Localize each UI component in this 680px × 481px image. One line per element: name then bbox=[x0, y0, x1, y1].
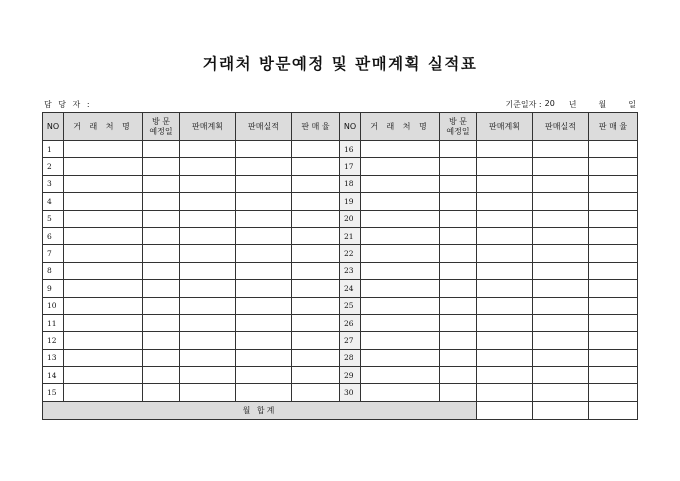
row-number: 26 bbox=[340, 314, 361, 331]
sales-plan-cell[interactable] bbox=[477, 314, 533, 331]
sales-actual-cell[interactable] bbox=[533, 297, 589, 314]
sales-plan-cell[interactable] bbox=[180, 349, 236, 366]
visit-date-cell[interactable] bbox=[143, 349, 180, 366]
table-row bbox=[43, 210, 638, 227]
sales-actual-cell[interactable] bbox=[236, 227, 292, 244]
visit-date-cell[interactable] bbox=[143, 158, 180, 175]
row-number: 16 bbox=[340, 141, 361, 158]
sales-rate-cell[interactable] bbox=[589, 280, 638, 297]
sales-plan-cell[interactable] bbox=[180, 367, 236, 384]
table-body bbox=[43, 141, 638, 402]
sales-rate-cell[interactable] bbox=[589, 314, 638, 331]
header-sales-plan: 판매계획 bbox=[477, 113, 533, 141]
header-visit-date-line1: 방 문 bbox=[152, 116, 170, 126]
row-number: 30 bbox=[340, 384, 361, 401]
sales-rate-cell[interactable] bbox=[589, 367, 638, 384]
sales-actual-cell[interactable] bbox=[236, 297, 292, 314]
sales-actual-cell[interactable] bbox=[533, 227, 589, 244]
client-name-cell[interactable] bbox=[64, 314, 143, 331]
client-name-cell[interactable] bbox=[361, 384, 440, 401]
sales-rate-cell[interactable] bbox=[589, 332, 638, 349]
sales-rate-cell[interactable] bbox=[292, 367, 340, 384]
sales-plan-cell[interactable] bbox=[180, 332, 236, 349]
sales-rate-cell[interactable] bbox=[589, 193, 638, 210]
client-name-cell[interactable] bbox=[64, 245, 143, 262]
visit-sales-table bbox=[42, 112, 638, 420]
visit-date-cell[interactable] bbox=[440, 314, 477, 331]
sales-actual-cell[interactable] bbox=[533, 349, 589, 366]
manager-label: 담 당 자 : bbox=[44, 100, 92, 109]
sales-actual-cell[interactable] bbox=[533, 332, 589, 349]
row-number: 18 bbox=[340, 175, 361, 192]
sales-rate-cell[interactable] bbox=[589, 384, 638, 401]
header-visit-date bbox=[143, 113, 180, 141]
header-visit-date-line2: 예정일 bbox=[446, 126, 470, 136]
sales-actual-cell[interactable] bbox=[236, 349, 292, 366]
header-visit-date-line1: 방 문 bbox=[449, 116, 467, 126]
visit-date-cell[interactable] bbox=[440, 193, 477, 210]
sales-rate-cell[interactable] bbox=[589, 227, 638, 244]
row-number: 4 bbox=[43, 193, 64, 210]
visit-date-cell[interactable] bbox=[440, 332, 477, 349]
sales-actual-cell[interactable] bbox=[236, 280, 292, 297]
sales-actual-cell[interactable] bbox=[533, 175, 589, 192]
client-name-cell[interactable] bbox=[64, 141, 143, 158]
row-number: 10 bbox=[43, 297, 64, 314]
visit-date-cell[interactable] bbox=[440, 227, 477, 244]
sales-plan-cell[interactable] bbox=[180, 158, 236, 175]
visit-date-cell[interactable] bbox=[440, 280, 477, 297]
total-sales-actual-cell[interactable] bbox=[533, 401, 589, 419]
sales-plan-cell[interactable] bbox=[477, 262, 533, 279]
sales-plan-cell[interactable] bbox=[477, 245, 533, 262]
row-number: 7 bbox=[43, 245, 64, 262]
sales-rate-cell[interactable] bbox=[292, 227, 340, 244]
sales-rate-cell[interactable] bbox=[292, 158, 340, 175]
row-number: 23 bbox=[340, 262, 361, 279]
row-number: 21 bbox=[340, 227, 361, 244]
row-number: 15 bbox=[43, 384, 64, 401]
sales-actual-cell[interactable] bbox=[533, 141, 589, 158]
client-name-cell[interactable] bbox=[361, 262, 440, 279]
sales-actual-cell[interactable] bbox=[236, 193, 292, 210]
sales-actual-cell[interactable] bbox=[236, 158, 292, 175]
row-number: 17 bbox=[340, 158, 361, 175]
header-sales-plan: 판매계획 bbox=[180, 113, 236, 141]
table-row bbox=[43, 297, 638, 314]
sales-rate-cell[interactable] bbox=[589, 175, 638, 192]
sales-plan-cell[interactable] bbox=[180, 193, 236, 210]
row-number: 19 bbox=[340, 193, 361, 210]
visit-date-cell[interactable] bbox=[143, 227, 180, 244]
sales-rate-cell[interactable] bbox=[589, 141, 638, 158]
sales-actual-cell[interactable] bbox=[533, 193, 589, 210]
table-row bbox=[43, 141, 638, 158]
row-number: 9 bbox=[43, 280, 64, 297]
client-name-cell[interactable] bbox=[64, 158, 143, 175]
row-number: 29 bbox=[340, 367, 361, 384]
sales-plan-cell[interactable] bbox=[477, 367, 533, 384]
sales-plan-cell[interactable] bbox=[477, 384, 533, 401]
total-sales-plan-cell[interactable] bbox=[477, 401, 533, 419]
client-name-cell[interactable] bbox=[361, 245, 440, 262]
row-number: 3 bbox=[43, 175, 64, 192]
sales-actual-cell[interactable] bbox=[236, 245, 292, 262]
table-row bbox=[43, 245, 638, 262]
client-name-cell[interactable] bbox=[64, 280, 143, 297]
sales-rate-cell[interactable] bbox=[292, 210, 340, 227]
row-number: 13 bbox=[43, 349, 64, 366]
row-number: 11 bbox=[43, 314, 64, 331]
sales-actual-cell[interactable] bbox=[236, 262, 292, 279]
sales-rate-cell[interactable] bbox=[589, 158, 638, 175]
sales-rate-cell[interactable] bbox=[292, 175, 340, 192]
client-name-cell[interactable] bbox=[361, 141, 440, 158]
header-no: NO bbox=[43, 113, 64, 141]
table-row bbox=[43, 193, 638, 210]
sales-actual-cell[interactable] bbox=[236, 175, 292, 192]
client-name-cell[interactable] bbox=[64, 332, 143, 349]
sales-rate-cell[interactable] bbox=[292, 384, 340, 401]
sales-actual-cell[interactable] bbox=[533, 367, 589, 384]
visit-date-cell[interactable] bbox=[440, 349, 477, 366]
row-number: 6 bbox=[43, 227, 64, 244]
visit-date-cell[interactable] bbox=[143, 175, 180, 192]
client-name-cell[interactable] bbox=[64, 175, 143, 192]
sales-actual-cell[interactable] bbox=[533, 158, 589, 175]
sales-rate-cell[interactable] bbox=[589, 297, 638, 314]
monthly-total-row bbox=[43, 401, 638, 419]
header-row bbox=[43, 113, 638, 141]
visit-date-cell[interactable] bbox=[440, 245, 477, 262]
client-name-cell[interactable] bbox=[64, 349, 143, 366]
table-row bbox=[43, 227, 638, 244]
client-name-cell[interactable] bbox=[64, 227, 143, 244]
sales-rate-cell[interactable] bbox=[292, 314, 340, 331]
client-name-cell[interactable] bbox=[361, 280, 440, 297]
visit-date-cell[interactable] bbox=[143, 262, 180, 279]
header-client: 거 래 처 명 bbox=[361, 113, 440, 141]
sales-actual-cell[interactable] bbox=[236, 210, 292, 227]
sales-plan-cell[interactable] bbox=[477, 297, 533, 314]
row-number: 24 bbox=[340, 280, 361, 297]
table-row bbox=[43, 280, 638, 297]
client-name-cell[interactable] bbox=[361, 175, 440, 192]
client-name-cell[interactable] bbox=[361, 332, 440, 349]
sales-rate-cell[interactable] bbox=[292, 262, 340, 279]
client-name-cell[interactable] bbox=[361, 349, 440, 366]
row-number: 27 bbox=[340, 332, 361, 349]
header-client: 거 래 처 명 bbox=[64, 113, 143, 141]
table-row bbox=[43, 384, 638, 401]
sales-plan-cell[interactable] bbox=[477, 210, 533, 227]
client-name-cell[interactable] bbox=[361, 193, 440, 210]
client-name-cell[interactable] bbox=[64, 384, 143, 401]
visit-date-cell[interactable] bbox=[143, 210, 180, 227]
header-sales-rate: 판 매 율 bbox=[292, 113, 340, 141]
visit-date-cell[interactable] bbox=[143, 367, 180, 384]
visit-date-cell[interactable] bbox=[440, 384, 477, 401]
row-number: 20 bbox=[340, 210, 361, 227]
header-sales-actual: 판매실적 bbox=[236, 113, 292, 141]
sales-plan-cell[interactable] bbox=[180, 141, 236, 158]
table-row bbox=[43, 175, 638, 192]
sales-actual-cell[interactable] bbox=[236, 141, 292, 158]
sales-actual-cell[interactable] bbox=[533, 314, 589, 331]
sales-actual-cell[interactable] bbox=[533, 280, 589, 297]
row-number: 22 bbox=[340, 245, 361, 262]
sales-actual-cell[interactable] bbox=[533, 262, 589, 279]
total-sales-rate-cell[interactable] bbox=[589, 401, 638, 419]
sales-plan-cell[interactable] bbox=[180, 297, 236, 314]
sales-rate-cell[interactable] bbox=[292, 332, 340, 349]
reference-date-label: 기준일자 : bbox=[505, 100, 542, 109]
sales-plan-cell[interactable] bbox=[180, 227, 236, 244]
sales-actual-cell[interactable] bbox=[236, 367, 292, 384]
row-number: 1 bbox=[43, 141, 64, 158]
day-unit: 일 bbox=[628, 100, 636, 109]
sales-actual-cell[interactable] bbox=[533, 245, 589, 262]
sales-actual-cell[interactable] bbox=[533, 210, 589, 227]
sales-actual-cell[interactable] bbox=[236, 314, 292, 331]
client-name-cell[interactable] bbox=[361, 314, 440, 331]
sales-rate-cell[interactable] bbox=[292, 349, 340, 366]
sales-plan-cell[interactable] bbox=[477, 193, 533, 210]
sales-rate-cell[interactable] bbox=[292, 245, 340, 262]
sales-actual-cell[interactable] bbox=[236, 384, 292, 401]
row-number: 12 bbox=[43, 332, 64, 349]
sales-plan-cell[interactable] bbox=[477, 175, 533, 192]
sales-plan-cell[interactable] bbox=[477, 349, 533, 366]
sales-plan-cell[interactable] bbox=[477, 141, 533, 158]
sales-plan-cell[interactable] bbox=[477, 227, 533, 244]
month-unit: 월 bbox=[598, 100, 607, 109]
client-name-cell[interactable] bbox=[64, 210, 143, 227]
header-sales-actual: 판매실적 bbox=[533, 113, 589, 141]
sales-plan-cell[interactable] bbox=[180, 175, 236, 192]
visit-date-cell[interactable] bbox=[143, 280, 180, 297]
visit-date-cell[interactable] bbox=[440, 158, 477, 175]
header-sales-rate: 판 매 율 bbox=[589, 113, 638, 141]
row-number: 8 bbox=[43, 262, 64, 279]
sales-plan-cell[interactable] bbox=[180, 262, 236, 279]
client-name-cell[interactable] bbox=[64, 262, 143, 279]
year-unit: 년 bbox=[568, 100, 577, 109]
visit-date-cell[interactable] bbox=[143, 384, 180, 401]
sales-rate-cell[interactable] bbox=[589, 262, 638, 279]
sales-rate-cell[interactable] bbox=[589, 245, 638, 262]
client-name-cell[interactable] bbox=[361, 297, 440, 314]
client-name-cell[interactable] bbox=[64, 193, 143, 210]
row-number: 25 bbox=[340, 297, 361, 314]
client-name-cell[interactable] bbox=[361, 210, 440, 227]
year-prefix: 20 bbox=[544, 99, 555, 108]
visit-date-cell[interactable] bbox=[143, 193, 180, 210]
sales-plan-cell[interactable] bbox=[180, 210, 236, 227]
sales-plan-cell[interactable] bbox=[180, 384, 236, 401]
visit-date-cell[interactable] bbox=[143, 314, 180, 331]
sales-actual-cell[interactable] bbox=[533, 384, 589, 401]
sales-plan-cell[interactable] bbox=[180, 314, 236, 331]
table-row bbox=[43, 262, 638, 279]
table-row bbox=[43, 332, 638, 349]
visit-date-cell[interactable] bbox=[143, 141, 180, 158]
visit-date-cell[interactable] bbox=[143, 297, 180, 314]
sales-rate-cell[interactable] bbox=[589, 349, 638, 366]
monthly-total-label: 월 합계 bbox=[43, 401, 477, 419]
visit-date-cell[interactable] bbox=[440, 141, 477, 158]
header-no: NO bbox=[340, 113, 361, 141]
table-row bbox=[43, 367, 638, 384]
sales-rate-cell[interactable] bbox=[292, 280, 340, 297]
sales-plan-cell[interactable] bbox=[477, 280, 533, 297]
visit-date-cell[interactable] bbox=[440, 262, 477, 279]
sales-rate-cell[interactable] bbox=[292, 297, 340, 314]
client-name-cell[interactable] bbox=[64, 367, 143, 384]
reference-date bbox=[505, 99, 636, 110]
visit-date-cell[interactable] bbox=[143, 332, 180, 349]
sales-rate-cell[interactable] bbox=[292, 141, 340, 158]
row-number: 5 bbox=[43, 210, 64, 227]
row-number: 2 bbox=[43, 158, 64, 175]
row-number: 28 bbox=[340, 349, 361, 366]
client-name-cell[interactable] bbox=[361, 227, 440, 244]
visit-date-cell[interactable] bbox=[440, 297, 477, 314]
visit-date-cell[interactable] bbox=[143, 245, 180, 262]
table-row bbox=[43, 158, 638, 175]
visit-date-cell[interactable] bbox=[440, 175, 477, 192]
sales-plan-cell[interactable] bbox=[477, 332, 533, 349]
sales-rate-cell[interactable] bbox=[589, 210, 638, 227]
sales-actual-cell[interactable] bbox=[236, 332, 292, 349]
row-number: 14 bbox=[43, 367, 64, 384]
visit-date-cell[interactable] bbox=[440, 367, 477, 384]
header-visit-date bbox=[440, 113, 477, 141]
header-visit-date-line2: 예정일 bbox=[149, 126, 173, 136]
table-row bbox=[43, 349, 638, 366]
sales-plan-cell[interactable] bbox=[180, 245, 236, 262]
visit-date-cell[interactable] bbox=[440, 210, 477, 227]
client-name-cell[interactable] bbox=[64, 297, 143, 314]
sales-plan-cell[interactable] bbox=[180, 280, 236, 297]
table-row bbox=[43, 314, 638, 331]
client-name-cell[interactable] bbox=[361, 367, 440, 384]
sales-plan-cell[interactable] bbox=[477, 158, 533, 175]
page-title: 거래처 방문예정 및 판매계획 실적표 bbox=[202, 54, 478, 73]
client-name-cell[interactable] bbox=[361, 158, 440, 175]
sales-rate-cell[interactable] bbox=[292, 193, 340, 210]
